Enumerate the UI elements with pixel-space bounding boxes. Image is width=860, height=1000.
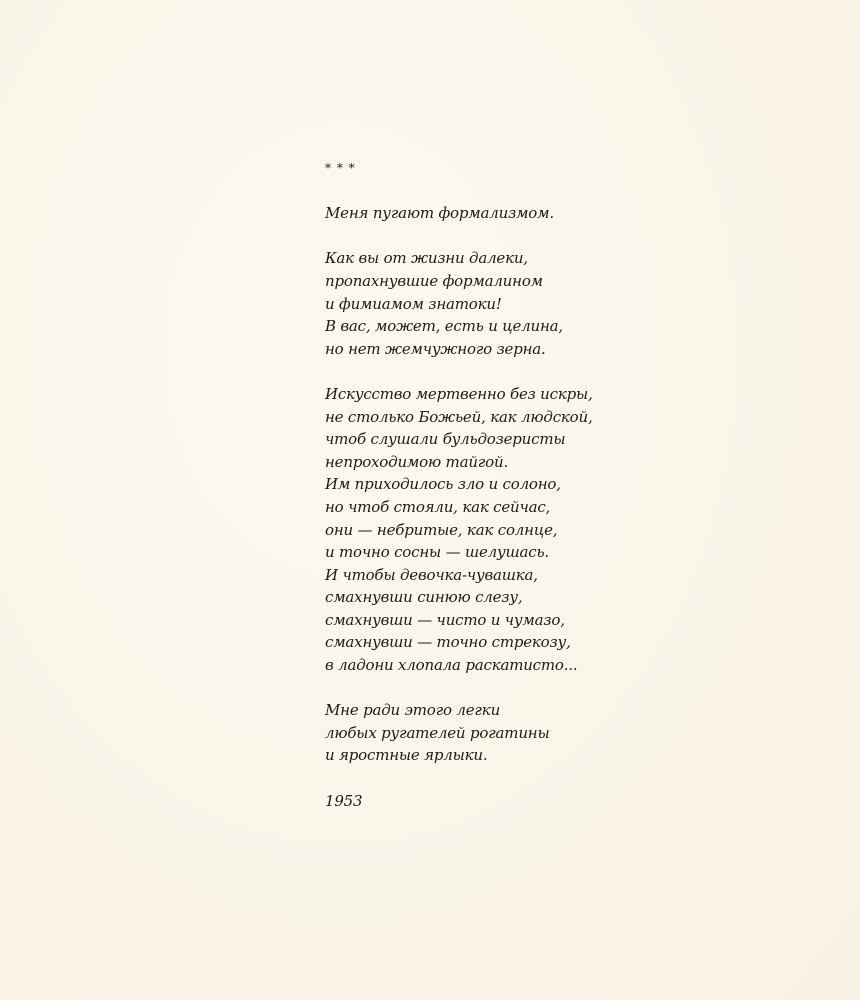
poem-line: не столько Божьей, как людской, <box>325 407 593 426</box>
poem-line: но нет жемчужного зерна. <box>325 339 546 358</box>
stanza-1 <box>325 202 745 225</box>
poem-line: пропахнувшие формалином <box>325 271 543 290</box>
poem-line: смахнувши — точно стрекозу, <box>325 633 571 652</box>
poem-line: любых ругателей рогатины <box>325 723 550 742</box>
poem-line: смахнувши синюю слезу, <box>325 588 523 607</box>
poem-year: 1953 <box>325 791 363 810</box>
poem-line: и яростные ярлыки. <box>325 746 488 765</box>
stanza-separator: * * * <box>325 161 356 175</box>
poem-line: И чтобы девочка-чувашка, <box>325 565 538 584</box>
poem-line: Искусство мертвенно без искры, <box>325 384 593 403</box>
poem-line: Меня пугают формализмом. <box>325 204 554 223</box>
poem-line: Мне ради этого легки <box>325 701 501 720</box>
poem-line: чтоб слушали бульдозеристы <box>325 430 566 449</box>
poem-line: В вас, может, есть и целина, <box>325 317 563 336</box>
poem-line: Как вы от жизни далеки, <box>325 249 528 268</box>
poem-line: но чтоб стояли, как сейчас, <box>325 497 551 516</box>
stanza-2 <box>325 247 745 360</box>
poem-line: Им приходилось зло и солоно, <box>325 475 561 494</box>
poem-line: и точно сосны — шелушась. <box>325 543 549 562</box>
poem-line: непроходимою тайгой. <box>325 452 509 471</box>
stanza-3 <box>325 383 745 677</box>
stanza-4 <box>325 699 745 767</box>
poem-line: и фимиамом знатоки! <box>325 294 502 313</box>
poem-line: они — небритые, как солнце, <box>325 520 558 539</box>
poem <box>325 157 745 812</box>
poem-line: смахнувши — чисто и чумазо, <box>325 610 565 629</box>
poem-line: в ладони хлопала раскатисто... <box>325 656 578 675</box>
